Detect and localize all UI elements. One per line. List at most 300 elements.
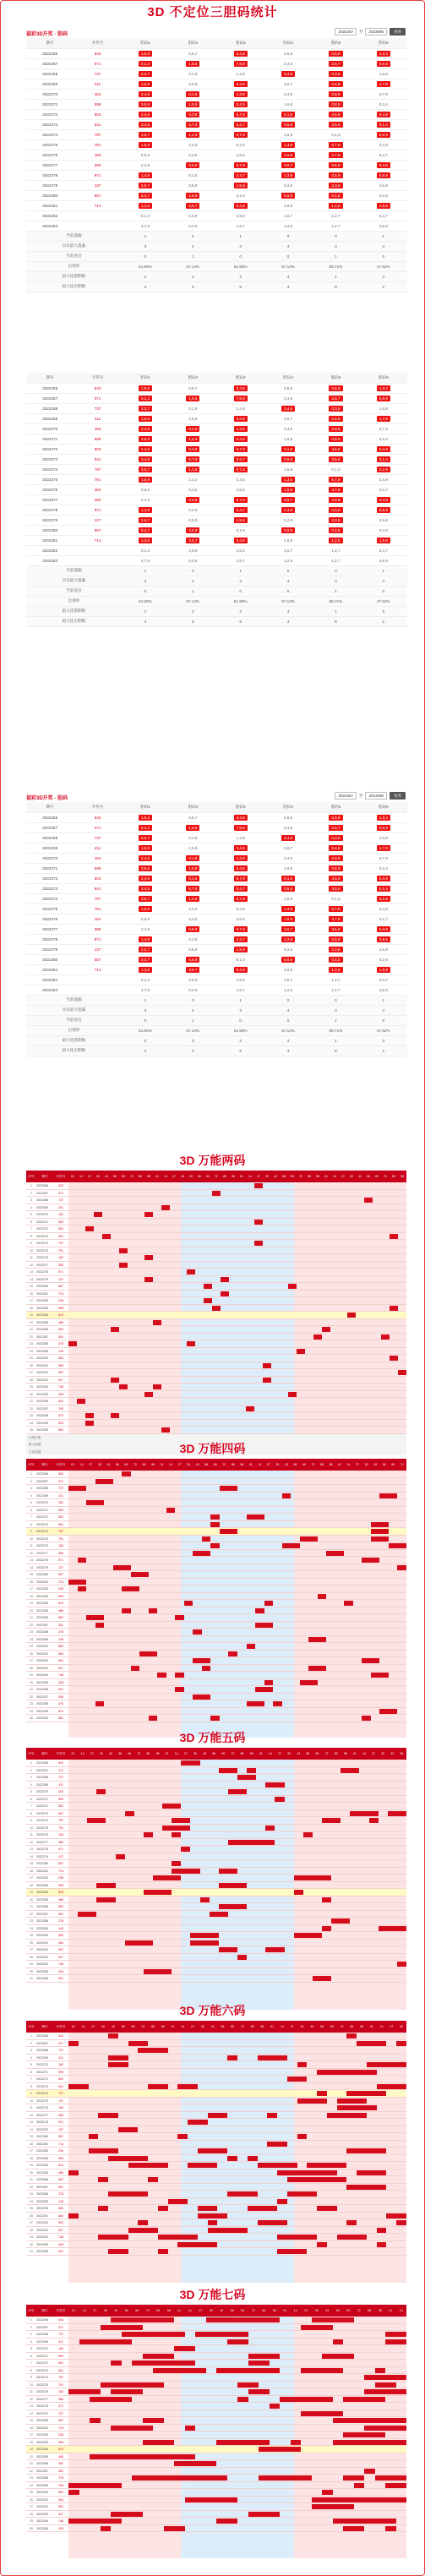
hit-badge: 0,8,9 [377, 172, 390, 178]
row-winning-number: 062 [58, 2178, 63, 2181]
grid-combo-header: 01 [352, 1752, 357, 1755]
row-winning-number: 517 [58, 2228, 63, 2232]
hit-marker [143, 2454, 196, 2459]
hit-marker [398, 1370, 406, 1375]
hit-badge: 1,5,9 [186, 436, 199, 442]
miss-text: 0,2,6 [188, 172, 198, 177]
hit-marker [267, 2142, 287, 2147]
hit-badge: 1,2,5 [329, 203, 342, 209]
hit-badge: 1,2,5 [329, 538, 342, 543]
grid-row [26, 1651, 406, 1658]
grid-combo-header: 01 [177, 2309, 182, 2312]
hit-marker [131, 1572, 149, 1577]
hit-badge: 3,4,6 [234, 416, 248, 422]
hit-marker [247, 1768, 256, 1773]
grid-row [26, 2475, 406, 2482]
grid-row [26, 1369, 406, 1377]
hit-marker [95, 1500, 105, 1505]
miss-text: 3,4,8 [379, 477, 388, 482]
winning-number-cell: 599 [74, 863, 121, 873]
grid-combo-header: 30 [350, 1175, 353, 1178]
stat-value: 3 [122, 576, 169, 586]
row-winning-number: 062 [58, 1905, 63, 1908]
dan-cell [169, 535, 216, 545]
grid-combo-header: 30 [187, 1463, 191, 1466]
grid-combo-header: 56 [282, 1175, 286, 1178]
hit-badge: 2,3,8 [329, 947, 342, 952]
row-winning-number: 517 [58, 1955, 63, 1959]
row-winning-number: 486 [58, 1608, 63, 1613]
row-issue: 2022296 [36, 1400, 48, 1403]
dan-cell [217, 974, 264, 985]
row-index: 19 [30, 1313, 33, 1317]
grid-row [26, 2410, 406, 2418]
hit-marker [90, 2454, 111, 2459]
hit-marker [294, 1933, 322, 1938]
hit-marker [297, 2191, 308, 2197]
dan-cell [264, 843, 312, 853]
grid-row [26, 2047, 406, 2055]
table-header-row [26, 38, 407, 48]
hit-marker [263, 1363, 271, 1368]
hit-badge: 0,5,9 [329, 51, 342, 57]
miss-text: 2,6,9 [283, 967, 293, 972]
dan-cell [217, 464, 264, 474]
grid-row [26, 2388, 406, 2396]
miss-text: 1,6,8 [379, 406, 388, 411]
hit-marker [122, 2332, 154, 2337]
dan-cell [217, 89, 264, 99]
grid-combo-header: 85 [139, 1175, 142, 1178]
row-issue: 2022274 [36, 1530, 48, 1533]
dan-cell [122, 944, 169, 954]
grid-header-cell: 期号 [41, 2309, 48, 2312]
row-issue: 2022276 [36, 1833, 48, 1836]
grid-combo-header: 14 [174, 1752, 178, 1755]
hit-marker [68, 2490, 79, 2495]
grid-combo-header: 27 [257, 1175, 260, 1178]
dan-cell [264, 210, 312, 221]
row-issue: 2022280 [36, 1573, 48, 1576]
dan-cell [217, 944, 264, 954]
hit-badge: 0,4,5 [329, 193, 342, 199]
hit-badge: 3,4,6 [234, 81, 248, 87]
row-winning-number: 236 [58, 1876, 63, 1880]
hit-badge: 2,3,7 [139, 406, 152, 412]
dan-cell [312, 160, 359, 170]
hit-marker [119, 1263, 128, 1268]
row-issue: 2022296 [36, 1977, 48, 1980]
table-row [26, 822, 407, 832]
hit-badge: 1,5,9 [281, 916, 295, 922]
hit-marker [347, 1313, 356, 1318]
dan-cell [312, 139, 359, 150]
row-index: 7 [30, 2077, 32, 2081]
miss-text: 0,1,9 [188, 406, 198, 411]
hit-marker [219, 1883, 247, 1888]
dan-cell [169, 180, 216, 190]
hit-marker [237, 2317, 280, 2322]
winning-number-cell [74, 221, 121, 231]
row-winning-number: 541 [58, 2084, 63, 2088]
hit-badge: 5,7,8 [234, 112, 248, 117]
stat-value: 3 [312, 576, 359, 586]
hit-badge: 1,3,4 [377, 51, 390, 57]
miss-text: 0,5,7 [188, 51, 198, 56]
row-issue: 2022287 [36, 1334, 48, 1339]
hit-marker [333, 2440, 375, 2445]
hit-marker [188, 2120, 208, 2125]
hit-badge: 4,5,9 [186, 193, 199, 199]
table-row [26, 853, 407, 863]
hit-marker [254, 1241, 263, 1246]
hit-marker [132, 2382, 153, 2388]
hit-marker [331, 1918, 350, 1924]
hit-badge: 0,5,8 [281, 456, 295, 462]
dan-cell [122, 924, 169, 934]
miss-text: 1,2,7 [331, 213, 341, 218]
hit-marker [386, 2213, 406, 2219]
hit-marker [193, 1695, 210, 1700]
hit-marker [111, 2454, 143, 2459]
winning-number-cell: 184 [74, 150, 121, 160]
row-index: 27 [30, 1948, 33, 1951]
miss-text: 0,1,9 [188, 71, 198, 76]
issue-from-select[interactable]: 2022267 [335, 28, 357, 35]
row-issue: 2022289 [36, 2483, 48, 2487]
hit-marker [367, 2070, 377, 2075]
dan-cell [122, 812, 169, 822]
dan-cell [264, 985, 312, 995]
miss-text: 0,4,7 [379, 548, 388, 553]
grid-combo-header: 43 [284, 1463, 288, 1466]
dan-cell [360, 58, 407, 68]
grid-combo-header: 72 [400, 1463, 404, 1466]
grid-row [26, 1536, 406, 1543]
table-row [26, 535, 407, 545]
dan-cell [122, 545, 169, 555]
row-index: 15 [30, 2419, 33, 2422]
dan-cell [169, 934, 216, 944]
grid-combo-header: 98 [155, 1752, 160, 1755]
dan-cell [360, 403, 407, 413]
table-row [26, 393, 407, 403]
grid-combo-header: 72 [299, 1175, 302, 1178]
grid-row [26, 1427, 406, 1434]
grid-combo-header: 43 [325, 2309, 330, 2312]
dan-cell [360, 160, 407, 170]
row-issue: 2022288 [36, 2192, 48, 2196]
row-issue: 2022271 [36, 2070, 48, 2074]
hit-marker [364, 2375, 406, 2380]
query-controls-2 [335, 792, 406, 800]
hit-marker [125, 1811, 134, 1816]
hit-badge: 3,4,5 [139, 886, 152, 892]
row-index: 25 [30, 2491, 33, 2494]
stat-row [26, 241, 407, 251]
grid-row [26, 2198, 406, 2206]
hit-badge: 1,5,6 [186, 396, 199, 401]
row-index: 29 [30, 1385, 33, 1389]
dan-cell [217, 985, 264, 995]
hit-marker [149, 1608, 158, 1613]
hit-badge: 3,6,7 [186, 203, 199, 209]
stat-value: 1 [312, 606, 359, 616]
dan-cell [122, 190, 169, 200]
hit-badge: 0,4,5 [234, 865, 248, 871]
hit-marker [111, 1413, 119, 1418]
grid-row [26, 1542, 406, 1550]
miss-text: 2,4,6 [140, 926, 150, 931]
row-issue: 2022266 [36, 2318, 48, 2322]
hit-marker [202, 1666, 211, 1671]
table-row [26, 883, 407, 893]
hit-marker [101, 2339, 112, 2344]
hit-badge: 0,4,8 [377, 446, 390, 452]
row-issue: 2022286 [36, 1905, 48, 1908]
row-issue: 2022278 [36, 2120, 48, 2124]
issue-cell: 2022282 [26, 974, 74, 985]
hit-badge: 1,5,9 [139, 81, 152, 87]
table-row [26, 150, 407, 160]
dan-cell [169, 79, 216, 89]
miss-text: 3,4,6 [283, 825, 293, 830]
winning-number-cell: 599 [74, 434, 121, 444]
grid-row [26, 1694, 406, 1701]
grid-row [26, 1269, 406, 1276]
hit-badge: 0,7,8 [234, 467, 248, 472]
hit-marker [397, 1565, 406, 1570]
row-issue: 2022293 [36, 2228, 48, 2232]
query-button[interactable]: 查询 [390, 28, 406, 35]
hit-marker [143, 2418, 164, 2423]
hit-badge: 7,8,9 [234, 396, 248, 401]
dan-cell [169, 883, 216, 893]
grid-combo-header: 30 [99, 1752, 103, 1755]
hit-marker [185, 2426, 196, 2431]
hit-badge: 3,5,6 [139, 101, 152, 107]
grid-row [26, 1190, 406, 1198]
row-issue: 2022300 [36, 1716, 48, 1720]
grid-row [26, 2234, 406, 2241]
dan-cell [169, 464, 216, 474]
hit-badge: 5,7,8 [234, 876, 248, 881]
hit-badge: 6,7,9 [329, 142, 342, 148]
hit-marker [228, 1768, 237, 1773]
miss-text: 1,2,7 [331, 987, 341, 992]
grid-row [26, 1391, 406, 1399]
grid-row [26, 1384, 406, 1391]
dan-cell [217, 150, 264, 160]
dan-cell [169, 555, 216, 565]
hit-marker [204, 1284, 212, 1289]
row-winning-number: 502 [58, 1515, 63, 1519]
row-index: 30 [30, 2242, 33, 2246]
grid-combo-header: 14 [248, 1175, 252, 1178]
grid-combo-header: 72 [340, 2025, 344, 2028]
dan-cell [122, 914, 169, 924]
query-button-2[interactable]: 查询 [390, 792, 406, 800]
grid-header [26, 2021, 406, 2033]
row-winning-number: 737 [58, 1776, 63, 1779]
dan-cell [122, 160, 169, 170]
grid-row [26, 1788, 406, 1796]
row-index: 35 [30, 1428, 33, 1432]
row-index: 29 [30, 1962, 33, 1966]
dan-cell [169, 200, 216, 210]
row-winning-number: 631 [58, 1688, 63, 1691]
dan-cell [360, 525, 407, 535]
miss-text: 0,1,6 [236, 193, 245, 198]
grid-header-cell: 期号 [41, 2025, 48, 2028]
grid-combo-header: 27 [191, 2025, 195, 2028]
miss-text: 1,6,8 [283, 436, 293, 441]
issue-cell: 2022273 [26, 454, 74, 464]
dan-cell [264, 944, 312, 954]
stats-table-1 [26, 38, 407, 292]
panel-label-2: 福彩3D开奖 · 胆码 [26, 796, 68, 801]
row-winning-number: 599 [58, 2354, 63, 2358]
row-index: 8 [30, 1234, 32, 1238]
dan-cell [312, 934, 359, 944]
stat-value: 4 [122, 281, 169, 292]
row-issue: 2022284 [36, 2164, 48, 2167]
row-issue: 2022278 [36, 1847, 48, 1851]
miss-text: 0,5,9 [188, 183, 198, 188]
dan-cell [217, 893, 264, 903]
hit-badge: 0,4,8 [377, 876, 390, 881]
hit-marker [377, 2242, 387, 2247]
row-issue: 2022273 [36, 2084, 48, 2088]
row-winning-number: 295 [58, 1695, 63, 1699]
miss-text: 4,5,9 [379, 517, 388, 522]
hit-marker [362, 1716, 371, 1721]
row-issue: 2022288 [36, 1630, 48, 1634]
hit-marker [237, 2397, 248, 2402]
grid-combo-header: 72 [133, 1463, 137, 1466]
issue-to-select-2[interactable]: 2023086 [365, 792, 387, 800]
grid-row [26, 1911, 406, 1918]
grid-header-cell: 期号 [41, 1175, 48, 1178]
issue-from-select-2[interactable]: 2022267 [335, 792, 357, 800]
grid-row [26, 2141, 406, 2148]
row-index: 23 [30, 2192, 33, 2196]
hit-badge: 0,3,6 [186, 112, 199, 117]
row-winning-number: 026 [58, 2526, 63, 2530]
dan-cell [122, 893, 169, 903]
row-index: 35 [30, 1716, 33, 1720]
hit-marker [364, 2469, 375, 2474]
hit-marker [297, 2134, 308, 2139]
dan-cell [169, 89, 216, 99]
row-index: 30 [30, 1969, 33, 1973]
miss-text: 5,7,9 [379, 855, 388, 860]
grid-combo-header: 27 [89, 1463, 93, 1466]
row-winning-number: 813 [58, 1891, 63, 1894]
dan-cell [122, 934, 169, 944]
hit-marker [362, 1658, 379, 1663]
grid-row [26, 2155, 406, 2163]
grid-row [26, 1585, 406, 1593]
dan-cell [312, 914, 359, 924]
hit-marker [122, 1608, 131, 1613]
miss-text: 2,5,8 [188, 845, 198, 850]
grid-combo-header: 98 [360, 2025, 364, 2028]
row-issue: 2022294 [36, 2235, 48, 2239]
hit-marker [108, 2249, 128, 2254]
dan-cell [264, 484, 312, 494]
miss-text: 3,5,9 [379, 987, 388, 992]
grid-row [26, 2374, 406, 2382]
row-winning-number: 813 [58, 2164, 63, 2167]
miss-text: 1,6,8 [283, 101, 293, 106]
grid-combo-header: 85 [250, 2025, 254, 2028]
row-issue: 2022281 [36, 1869, 48, 1873]
dan-cell [264, 555, 312, 565]
issue-to-select[interactable]: 2023086 [365, 28, 387, 35]
row-winning-number: 411 [58, 1782, 63, 1787]
grid-row [26, 2133, 406, 2141]
row-winning-number: 384 [58, 2497, 63, 2502]
grid-combo-header: 27 [93, 2309, 97, 2312]
hit-badge: 3,6,7 [139, 132, 152, 138]
row-index: 15 [30, 1862, 33, 1865]
row-issue: 2022277 [36, 2397, 48, 2401]
column-header: 胆码3 [217, 373, 264, 383]
miss-text: 0,5,7 [188, 385, 198, 390]
dan-cell [312, 863, 359, 873]
table-row [26, 221, 407, 231]
row-index: 11 [30, 1544, 33, 1547]
hit-badge: 2,3,7 [139, 835, 152, 841]
row-winning-number: 486 [58, 2170, 63, 2175]
table-row [26, 863, 407, 873]
hit-marker [208, 2228, 248, 2233]
hit-marker [337, 2098, 367, 2104]
hit-badge: 3,4,5 [139, 122, 152, 128]
dan-cell [217, 403, 264, 413]
issue-cell: 2022277 [26, 160, 74, 170]
row-issue: 2022295 [36, 1680, 48, 1684]
grid-combo-header: 14 [169, 1463, 173, 1466]
dan-cell [360, 79, 407, 89]
hit-badge: 0,4,7 [234, 122, 248, 128]
grid-row [26, 1715, 406, 1722]
dan-cell [217, 474, 264, 484]
stat-row [26, 281, 407, 292]
dan-cell [312, 964, 359, 974]
dan-cell [169, 903, 216, 914]
hit-marker [166, 1508, 176, 1513]
dan-cell [217, 58, 264, 68]
dan-cell [169, 434, 216, 444]
row-winning-number: 278 [58, 1630, 63, 1634]
row-winning-number: 278 [58, 1919, 63, 1923]
row-index: 15 [30, 1573, 33, 1576]
row-issue: 2022285 [36, 1897, 48, 1902]
column-header: 胆码1 [122, 802, 169, 812]
row-index: 22 [30, 1912, 33, 1916]
grid-combo-header: 72 [222, 1463, 226, 1466]
row-issue: 2022296 [36, 2250, 48, 2253]
grid-row [26, 2339, 406, 2346]
grid-combo-header: 72 [141, 2025, 145, 2028]
dan-cell [169, 129, 216, 139]
hit-marker [337, 2235, 367, 2240]
stat-label: 当前连出 [26, 1015, 122, 1025]
row-index: 5 [30, 2063, 32, 2066]
stat-value: 3 [360, 271, 407, 281]
